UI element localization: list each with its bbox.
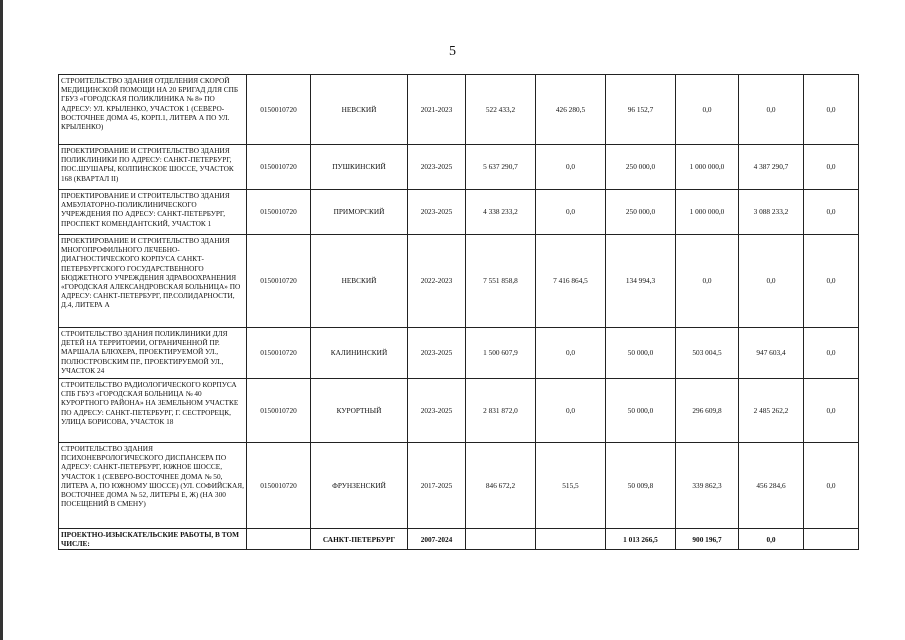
amount-1: 426 280,5 bbox=[536, 75, 606, 145]
budget-code: 0150010720 bbox=[247, 235, 311, 328]
amount-5: 0,0 bbox=[804, 145, 859, 190]
amount-3: 0,0 bbox=[676, 235, 739, 328]
amount-3: 0,0 bbox=[676, 75, 739, 145]
district: КУРОРТНЫЙ bbox=[311, 379, 408, 443]
total-amount: 846 672,2 bbox=[466, 443, 536, 529]
summary-amount-4: 0,0 bbox=[739, 529, 804, 550]
scan-edge-bar bbox=[0, 0, 3, 640]
budget-code: 0150010720 bbox=[247, 190, 311, 235]
object-name: СТРОИТЕЛЬСТВО ЗДАНИЯ ПОЛИКЛИНИКИ ДЛЯ ДЕТЕЙ НА ТЕРРИТОРИИ, ОГРАНИЧЕННОЙ ПР. МАРШАЛА БЛЮХЕРА, ПРОЕКТИРУЕМОЙ УЛ., ПОЛЮСТРОВСКИМ ПР., ПРОЕКТИРУЕМОЙ УЛ., УЧАСТОК 24 bbox=[59, 328, 247, 379]
total-amount: 2 831 872,0 bbox=[466, 379, 536, 443]
amount-2: 134 994,3 bbox=[606, 235, 676, 328]
budget-code: 0150010720 bbox=[247, 328, 311, 379]
period: 2023-2025 bbox=[408, 190, 466, 235]
amount-2: 50 000,0 bbox=[606, 328, 676, 379]
table-row bbox=[59, 190, 859, 235]
total-amount: 4 338 233,2 bbox=[466, 190, 536, 235]
amount-4: 456 284,6 bbox=[739, 443, 804, 529]
amount-2: 50 009,8 bbox=[606, 443, 676, 529]
summary-district: САНКТ-ПЕТЕРБУРГ bbox=[311, 529, 408, 550]
amount-3: 1 000 000,0 bbox=[676, 145, 739, 190]
period: 2021-2023 bbox=[408, 75, 466, 145]
period: 2022-2023 bbox=[408, 235, 466, 328]
summary-amount-1 bbox=[536, 529, 606, 550]
amount-2: 50 000,0 bbox=[606, 379, 676, 443]
amount-2: 96 152,7 bbox=[606, 75, 676, 145]
table-row bbox=[59, 235, 859, 328]
amount-4: 0,0 bbox=[739, 75, 804, 145]
object-name: ПРОЕКТИРОВАНИЕ И СТРОИТЕЛЬСТВО ЗДАНИЯ МНОГОПРОФИЛЬНОГО ЛЕЧЕБНО-ДИАГНОСТИЧЕСКОГО КОРПУСА САНКТ-ПЕТЕРБУРГСКОГО ГОСУДАРСТВЕННОГО БЮДЖЕТНОГО УЧРЕЖДЕНИЯ ЗДРАВООХРАНЕНИЯ «ГОРОДСКАЯ АЛЕКСАНДРОВСКАЯ БОЛЬНИЦА» ПО АДРЕСУ: САНКТ-ПЕТЕРБУРГ, ПР.СОЛИДАРНОСТИ, Д.4, ЛИТЕРА А bbox=[59, 235, 247, 328]
object-name: ПРОЕКТИРОВАНИЕ И СТРОИТЕЛЬСТВО ЗДАНИЯ ПОЛИКЛИНИКИ ПО АДРЕСУ: САНКТ-ПЕТЕРБУРГ, ПОС.ШУШАРЫ, КОЛПИНСКОЕ ШОССЕ, УЧАСТОК 168 (КВАРТАЛ II) bbox=[59, 145, 247, 190]
table-row bbox=[59, 379, 859, 443]
district: КАЛИНИНСКИЙ bbox=[311, 328, 408, 379]
budget-code: 0150010720 bbox=[247, 75, 311, 145]
summary-code bbox=[247, 529, 311, 550]
district: ПУШКИНСКИЙ bbox=[311, 145, 408, 190]
amount-2: 250 000,0 bbox=[606, 190, 676, 235]
page-number: 5 bbox=[449, 44, 456, 59]
period: 2023-2025 bbox=[408, 145, 466, 190]
budget-table bbox=[58, 74, 859, 550]
table-row bbox=[59, 328, 859, 379]
amount-4: 0,0 bbox=[739, 235, 804, 328]
amount-1: 7 416 864,5 bbox=[536, 235, 606, 328]
summary-total bbox=[466, 529, 536, 550]
district: НЕВСКИЙ bbox=[311, 75, 408, 145]
amount-1: 515,5 bbox=[536, 443, 606, 529]
object-name: ПРОЕКТИРОВАНИЕ И СТРОИТЕЛЬСТВО ЗДАНИЯ АМБУЛАТОРНО-ПОЛИКЛИНИЧЕСКОГО УЧРЕЖДЕНИЯ ПО АДРЕСУ: САНКТ-ПЕТЕРБУРГ, ПРОСПЕКТ КОМЕНДАНТСКИЙ, УЧАСТОК 1 bbox=[59, 190, 247, 235]
budget-code: 0150010720 bbox=[247, 145, 311, 190]
amount-5: 0,0 bbox=[804, 379, 859, 443]
amount-5: 0,0 bbox=[804, 190, 859, 235]
amount-4: 3 088 233,2 bbox=[739, 190, 804, 235]
amount-5: 0,0 bbox=[804, 235, 859, 328]
budget-code: 0150010720 bbox=[247, 443, 311, 529]
total-amount: 5 637 290,7 bbox=[466, 145, 536, 190]
amount-2: 250 000,0 bbox=[606, 145, 676, 190]
summary-period: 2007-2024 bbox=[408, 529, 466, 550]
amount-1: 0,0 bbox=[536, 379, 606, 443]
summary-amount-2: 1 013 266,5 bbox=[606, 529, 676, 550]
total-amount: 522 433,2 bbox=[466, 75, 536, 145]
period: 2023-2025 bbox=[408, 379, 466, 443]
object-name: СТРОИТЕЛЬСТВО ЗДАНИЯ ОТДЕЛЕНИЯ СКОРОЙ МЕДИЦИНСКОЙ ПОМОЩИ НА 20 БРИГАД ДЛЯ СПБ ГБУЗ «ГОРОДСКАЯ ПОЛИКЛИНИКА № 8» ПО АДРЕСУ: УЛ. КРЫЛЕНКО, УЧАСТОК 1 (СЕВЕРО-ВОСТОЧНЕЕ ДОМА 45, КОРП.1, ЛИТЕРА А ПО УЛ. КРЫЛЕНКО) bbox=[59, 75, 247, 145]
summary-row bbox=[59, 529, 859, 550]
summary-name: ПРОЕКТНО-ИЗЫСКАТЕЛЬСКИЕ РАБОТЫ, В ТОМ ЧИСЛЕ: bbox=[59, 529, 247, 550]
amount-5: 0,0 bbox=[804, 75, 859, 145]
table-row bbox=[59, 75, 859, 145]
amount-5: 0,0 bbox=[804, 328, 859, 379]
table-row bbox=[59, 145, 859, 190]
amount-1: 0,0 bbox=[536, 145, 606, 190]
period: 2023-2025 bbox=[408, 328, 466, 379]
summary-amount-3: 900 196,7 bbox=[676, 529, 739, 550]
amount-3: 339 862,3 bbox=[676, 443, 739, 529]
budget-code: 0150010720 bbox=[247, 379, 311, 443]
object-name: СТРОИТЕЛЬСТВО ЗДАНИЯ ПСИХОНЕВРОЛОГИЧЕСКОГО ДИСПАНСЕРА ПО АДРЕСУ: САНКТ-ПЕТЕРБУРГ, ЮЖНОЕ ШОССЕ, УЧАСТОК 1 (СЕВЕРО-ВОСТОЧНЕЕ ДОМА № 50, ЛИТЕРА А, ПО ЮЖНОМУ ШОССЕ) (УЛ. СОФИЙСКАЯ, ВОСТОЧНЕЕ ДОМА № 52, ЛИТЕРЫ Е, Ж) (НА 300 ПОСЕЩЕНИЙ В СМЕНУ) bbox=[59, 443, 247, 529]
amount-4: 947 603,4 bbox=[739, 328, 804, 379]
summary-amount-5 bbox=[804, 529, 859, 550]
amount-1: 0,0 bbox=[536, 328, 606, 379]
total-amount: 7 551 858,8 bbox=[466, 235, 536, 328]
district: ПРИМОРСКИЙ bbox=[311, 190, 408, 235]
amount-3: 296 609,8 bbox=[676, 379, 739, 443]
period: 2017-2025 bbox=[408, 443, 466, 529]
district: НЕВСКИЙ bbox=[311, 235, 408, 328]
amount-5: 0,0 bbox=[804, 443, 859, 529]
total-amount: 1 500 607,9 bbox=[466, 328, 536, 379]
amount-3: 1 000 000,0 bbox=[676, 190, 739, 235]
amount-1: 0,0 bbox=[536, 190, 606, 235]
amount-3: 503 004,5 bbox=[676, 328, 739, 379]
amount-4: 2 485 262,2 bbox=[739, 379, 804, 443]
district: ФРУНЗЕНСКИЙ bbox=[311, 443, 408, 529]
object-name: СТРОИТЕЛЬСТВО РАДИОЛОГИЧЕСКОГО КОРПУСА СПБ ГБУЗ «ГОРОДСКАЯ БОЛЬНИЦА № 40 КУРОРТНОГО РАЙОНА» НА ЗЕМЕЛЬНОМ УЧАСТКЕ ПО АДРЕСУ: САНКТ-ПЕТЕРБУРГ, Г. СЕСТРОРЕЦК, УЛИЦА БОРИСОВА, УЧАСТОК 18 bbox=[59, 379, 247, 443]
table-row bbox=[59, 443, 859, 529]
amount-4: 4 387 290,7 bbox=[739, 145, 804, 190]
